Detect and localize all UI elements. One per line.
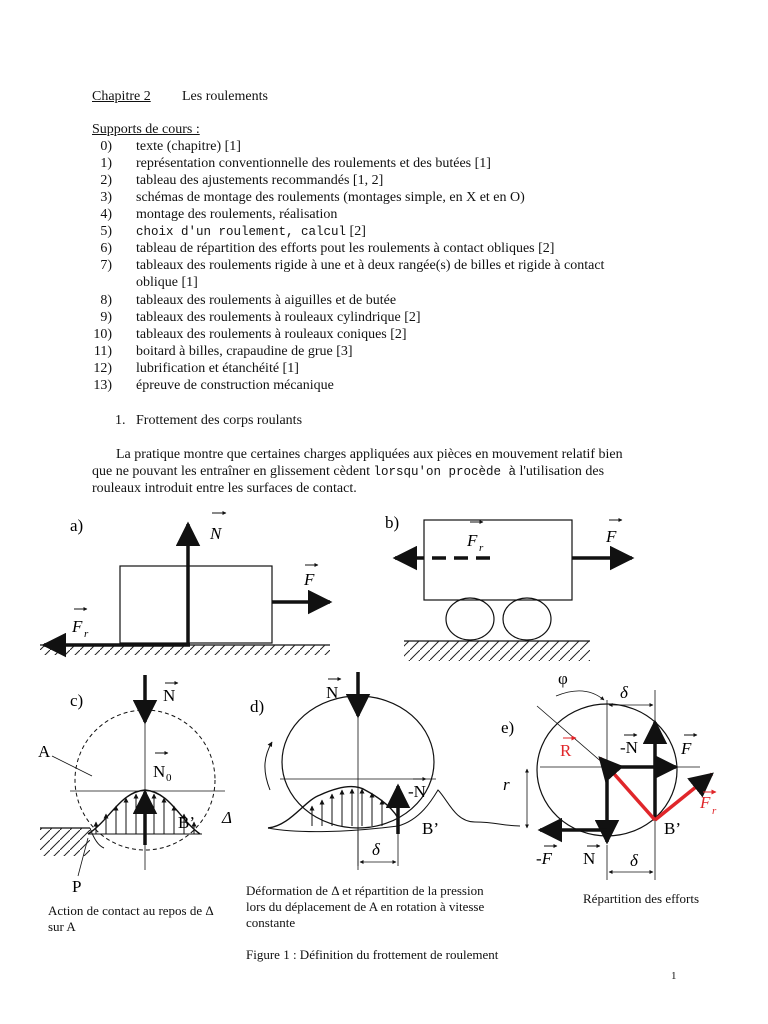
list-number: 10) bbox=[93, 327, 112, 342]
label-N0: N bbox=[153, 762, 166, 781]
label-N: N bbox=[326, 683, 339, 702]
page-number: 1 bbox=[671, 970, 677, 982]
block bbox=[120, 566, 272, 643]
caption-c: Action de contact au repos de Δ sur A bbox=[48, 903, 214, 934]
list-number: 3) bbox=[100, 190, 112, 205]
angle-arc bbox=[556, 691, 604, 700]
list-item: schémas de montage des roulements (montages simple, en X et en O) bbox=[136, 190, 525, 205]
section-number: 1. bbox=[115, 413, 126, 428]
label-Fr: F bbox=[467, 531, 478, 550]
panel-a bbox=[40, 513, 330, 655]
list-item: tableau de répartition des efforts pout les roulements à contact obliques [2] bbox=[136, 241, 555, 256]
label-Fr-sub: r bbox=[479, 542, 484, 554]
list-item: épreuve de construction mécanique bbox=[136, 378, 334, 393]
label-F: F bbox=[304, 570, 315, 589]
ground-hatch bbox=[40, 828, 90, 856]
label-F: F bbox=[606, 527, 617, 546]
label-N0-sub: 0 bbox=[166, 772, 172, 784]
label-R: R bbox=[560, 741, 572, 760]
label-minus-N: -N bbox=[620, 738, 638, 757]
list-item: tableau des ajustements recommandés [1, 2] bbox=[136, 173, 384, 188]
label-Fr-sub: r bbox=[712, 805, 717, 817]
label-Fr: F bbox=[700, 793, 711, 812]
paragraph-mono: lorsqu'on procède à bbox=[373, 465, 516, 479]
label-F: F bbox=[681, 739, 692, 758]
panel-e bbox=[501, 669, 717, 880]
label-N: N bbox=[163, 686, 176, 705]
label-Fr-sub: r bbox=[84, 628, 89, 640]
chapter-label: Chapitre 2 bbox=[92, 89, 151, 104]
roller-left bbox=[446, 598, 494, 640]
paragraph-text: l'utilisation des bbox=[516, 464, 605, 479]
panel-d bbox=[250, 672, 520, 870]
panel-a-label: a) bbox=[70, 516, 84, 535]
label-N: N bbox=[583, 849, 596, 868]
list-item: montage des roulements, réalisation bbox=[136, 207, 338, 222]
label-phi: φ bbox=[558, 669, 568, 688]
rotation-arrow bbox=[265, 742, 272, 790]
leader-line bbox=[52, 756, 92, 776]
roller-right bbox=[503, 598, 551, 640]
ground-hatch bbox=[404, 641, 590, 661]
panel-b-label: b) bbox=[385, 513, 400, 532]
list-number: 0) bbox=[100, 139, 112, 154]
label-B-prime: B’ bbox=[178, 813, 195, 832]
supports-heading: Supports de cours : bbox=[92, 122, 200, 137]
list-number: 9) bbox=[100, 310, 112, 325]
list-number: 2) bbox=[100, 173, 112, 188]
list-number: 1) bbox=[100, 156, 112, 171]
figure-title: Figure 1 : Définition du frottement de roulement bbox=[246, 947, 499, 962]
label-minus-N: -N bbox=[408, 782, 426, 801]
label-r: r bbox=[503, 775, 510, 794]
panel-e-label: e) bbox=[501, 718, 515, 737]
list-number: 12) bbox=[93, 361, 112, 376]
label-N: N bbox=[210, 524, 222, 543]
label-Fr: F bbox=[72, 617, 83, 636]
paragraph-line: La pratique montre que certaines charges appliquées aux pièces en mouvement relatif bien bbox=[116, 447, 623, 462]
list-item: texte (chapitre) [1] bbox=[136, 139, 241, 154]
list-item: tableaux des roulements à rouleaux cylindrique [2] bbox=[136, 310, 421, 325]
caption-e: Répartition des efforts bbox=[583, 891, 700, 906]
list-item: tableaux des roulements à rouleaux coniques [2] bbox=[136, 327, 407, 342]
label-delta: δ bbox=[630, 851, 638, 870]
panel-c-label: c) bbox=[70, 691, 84, 710]
list-item-continuation: oblique [1] bbox=[136, 275, 198, 290]
panel-d-label: d) bbox=[250, 697, 265, 716]
panel-b bbox=[385, 513, 632, 661]
panel-c bbox=[38, 675, 232, 896]
label-B-prime: B’ bbox=[664, 819, 681, 838]
caption-d: Déformation de Δ et répartition de la pression lors du déplacement de A en rotation à vitesse constante bbox=[246, 883, 485, 930]
label-minus-F: -F bbox=[536, 849, 553, 868]
list-item: lubrification et étanchéité [1] bbox=[136, 361, 299, 376]
list-item: représentation conventionnelle des roulements et des butées [1] bbox=[136, 156, 491, 171]
label-P: P bbox=[72, 877, 82, 896]
list-number: 11) bbox=[93, 344, 112, 359]
chapter-title: Les roulements bbox=[182, 89, 268, 104]
label-A: A bbox=[38, 742, 51, 761]
list-number: 8) bbox=[100, 293, 112, 308]
list-item: tableaux des roulements à aiguilles et de butée bbox=[136, 293, 397, 308]
label-delta: δ bbox=[372, 840, 380, 859]
list-number: 4) bbox=[100, 207, 112, 222]
list-number: 6) bbox=[100, 241, 112, 256]
list-item-ref: [2] bbox=[346, 224, 366, 239]
paragraph-line: rouleaux introduit entre les surfaces de contact. bbox=[92, 481, 357, 496]
pressure-curve bbox=[268, 787, 398, 828]
list-number: 13) bbox=[93, 378, 112, 393]
deformed-surface bbox=[268, 790, 520, 832]
label-delta: δ bbox=[620, 683, 628, 702]
wagon-body bbox=[424, 520, 572, 600]
list-item: boitard à billes, crapaudine de grue [3] bbox=[136, 344, 353, 359]
label-delta-cap: Δ bbox=[222, 808, 232, 827]
label-B-prime: B’ bbox=[422, 819, 439, 838]
list-number: 5) bbox=[100, 224, 112, 239]
list-item-mono: choix d'un roulement, calcul bbox=[136, 225, 347, 239]
list-item: tableaux des roulements rigide à une et à deux rangée(s) de billes et rigide à contact bbox=[136, 258, 605, 273]
list-number: 7) bbox=[100, 258, 112, 273]
paragraph-text: que ne pouvant les entraîner en glissement cèdent bbox=[92, 464, 374, 479]
section-title: Frottement des corps roulants bbox=[136, 413, 303, 428]
